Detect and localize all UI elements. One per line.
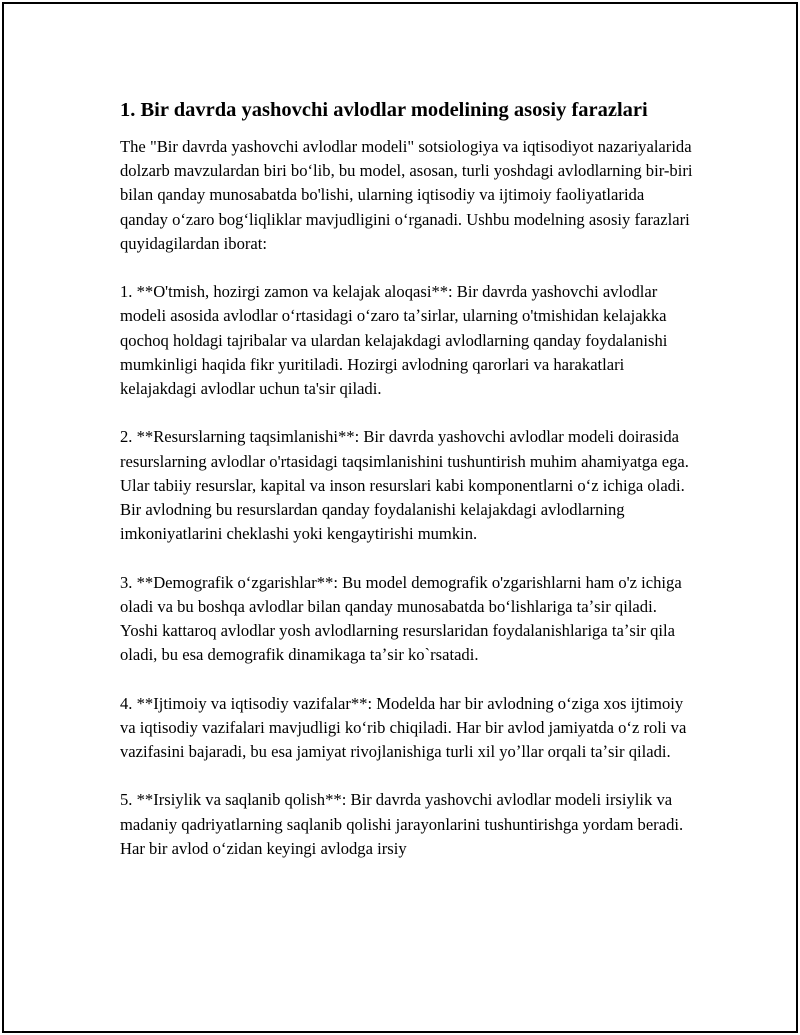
intro-paragraph: The "Bir davrda yashovchi avlodlar modeli" sotsiologiya va iqtisodiyot nazariyalarida dolzarb mavzulardan biri boʻlib, bu model, asosan, turli yoshdagi avlodlarning bir-biri bilan qanday munosabatda bo'lishi, ularning iqtisodiy va ijtimoiy faoliyatlarida qanday oʻzaro bogʻliqliklar mavjudligini oʻrganadi. Ushbu modelning asosiy farazlari quyidagilardan iborat:	[120, 137, 693, 253]
paragraph-resource-distribution: 2. **Resurslarning taqsimlanishi**: Bir davrda yashovchi avlodlar modeli doirasida resurslarning avlodlar o'rtasidagi taqsimlanishini tushuntirish muhim ahamiyatga ega. Ular tabiiy resurslar, kapital va inson resurslari kabi komponentlarni oʻz ichiga oladi. Bir avlodning bu resurslardan qanday foydalanishi kelajakdagi avlodlarning imkoniyatlarini cheklashi yoki kengaytirishi mumkin.	[120, 427, 689, 544]
paragraph-social-economic-roles: 4. **Ijtimoiy va iqtisodiy vazifalar**: Modelda har bir avlodning oʻziga xos ijtimoiy va iqtisodiy vazifalari mavjudligi koʻrib chiqiladi. Har bir avlod jamiyatda oʻz roli va vazifasini bajaradi, bu esa jamiyat rivojlanishiga turli xil yoʼllar orqali taʼsir qiladi.	[120, 693, 687, 762]
paragraph-heredity-preservation: 5. **Irsiylik va saqlanib qolish**: Bir davrda yashovchi avlodlar modeli irsiylik va madaniy qadriyatlarning saqlanib qolishi jarayonlarini tushuntirishga yordam beradi. Har bir avlod oʻzidan keyingi avlodga irsiy	[120, 790, 684, 858]
paragraph-demographic-changes: 3. **Demografik oʻzgarishlar**: Bu model demografik o'zgarishlarni ham o'z ichiga oladi va bu boshqa avlodlar bilan qanday munosabatda boʻlishlariga taʼsir qiladi. Yoshi kattaroq avlodlar yosh avlodlarning resurslaridan foydalanishlariga taʼsir qila oladi, bu esa demografik dinamikaga taʼsir ko`rsatadi.	[120, 572, 682, 665]
page-frame	[2, 2, 798, 1033]
paragraph-past-present-future: 1. **O'tmish, hozirgi zamon va kelajak aloqasi**: Bir davrda yashovchi avlodlar modeli asosida avlodlar oʻrtasidagi oʻzaro taʼsirlar, ularning o'tmishidan kelajakka qochoq holdagi tajribalar va ulardan kelajakdagi avlodlarning qanday foydalanishi mumkinligi haqida fikr yuritiladi. Hozirgi avlodning qarorlari va harakatlari kelajakdagi avlodlar uchun ta'sir qiladi.	[120, 282, 668, 399]
document-body	[120, 96, 694, 885]
document-title: 1. Bir davrda yashovchi avlodlar modelining asosiy farazlari	[120, 99, 648, 121]
